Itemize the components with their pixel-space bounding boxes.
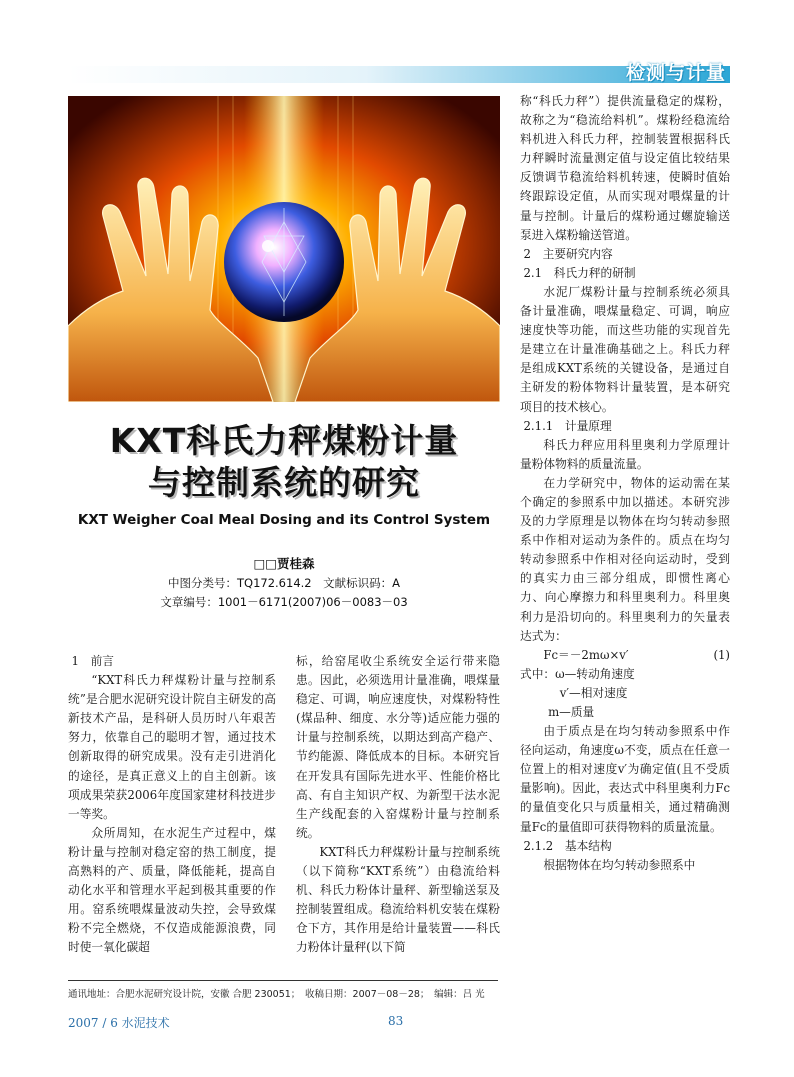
section-heading: 2 主要研究内容 xyxy=(523,246,613,261)
page-number: 83 xyxy=(388,1014,404,1028)
symbol-definition: m—质量 xyxy=(548,705,595,719)
paragraph: “KXT科氏力秤煤粉计量与控制系统”是合肥水泥研究设计院自主研发的高新技术产品，是科研人员历时八年艰苦努力，依靠自己的聪明才智，通过技术创新取得的研究成果。没有走引进消化的途径，是真正意义上的自主创新。该项成果荣获2006年度国家建材科技进步一等奖。 xyxy=(68,673,276,821)
article-title-cn xyxy=(68,420,500,504)
paragraph: 根据物体在均匀转动参照系中 xyxy=(543,857,696,872)
symbol-definition: 式中：ω—转动角速度 xyxy=(520,666,635,681)
column-left xyxy=(68,652,276,958)
section-title: 检测与计量 xyxy=(625,62,726,84)
paragraph: 称“科氏力秤”）提供流量稳定的煤粉，故称之为“稳流给料机”。煤粉经稳流给料机进入科氏力秤，控制装置根据科氏力秤瞬时流量测定值与设定值比较结果反馈调节稳流给料机转速，使瞬时值始终跟踪设定值，从而实现对喂煤量的计量与控制。计量后的煤粉通过螺旋输送泵进入煤粉输送管道。 xyxy=(520,94,730,242)
paragraph: 众所周知，在水泥生产过程中，煤粉计量与控制对稳定窑的热工制度，提高熟料的产、质量，降低能耗，提高自动化水平和管理水平起到极其重要的作用。窑系统喂煤量波动失控，会导致煤粉不完全燃烧，不仅造成能源浪费，同时使一氧化碳超 xyxy=(68,825,276,955)
journal-footer: 2007 / 6 水泥技术 xyxy=(68,1016,170,1030)
symbol-definition: v′—相对速度 xyxy=(559,685,628,700)
equation-body: Fc＝－2mω×v′ xyxy=(543,647,629,662)
equation-number: (1) xyxy=(713,647,730,662)
paragraph: 在力学研究中，物体的运动需在某个确定的参照系中加以描述。本研究涉及的力学原理是以物体在均匀转动参照系中作相对运动为条件的。质点在均匀转动参照系中作相对径向运动时，受到的真实力由三部分组成，即惯性离心力、向心摩擦力和科里奥利力。科里奥利力是沿切向的。科里奥利力的矢量表达式为： xyxy=(520,475,730,643)
column-middle xyxy=(296,652,500,958)
hero-image xyxy=(68,96,500,402)
equation xyxy=(520,646,730,665)
article-number: 文章编号：1001－6171(2007)06－0083－03 xyxy=(160,595,408,609)
paragraph: 科氏力秤应用科里奥利力学原理计量粉体物料的质量流量。 xyxy=(520,437,730,471)
paragraph: 标，给窑尾收尘系统安全运行带来隐患。因此，必须选用计量准确，喂煤量稳定、可调，响应速度快，对煤粉特性(煤品种、细度、水分等)适应能力强的计量与控制系统，以期达到高产稳产、节约能源、降低成本的目标。本研究旨在开发具有国际先进水平、性能价格比高、有自主知识产权、为新型干法水泥生产线配套的入窑煤粉计量与控制系统。 xyxy=(296,654,500,840)
footnote-rule xyxy=(68,980,498,981)
classification-number: 中图分类号：TQ172.614.2 文献标识码：A xyxy=(168,576,400,590)
subsection-heading: 2.1.1 计量原理 xyxy=(523,418,612,433)
footnote: 通讯地址：合肥水泥研究设计院，安徽 合肥 230051； 收稿日期：2007－08－28； 编辑：吕 光 xyxy=(68,989,485,1000)
paragraph: 由于质点是在均匀转动参照系中作径向运动，角速度ω不变，质点在任意一位置上的相对速度v′为确定值(且不受质量影响)。因此，表达式中科里奥利力Fc的量值变化只与质量相关，通过精确测量Fc的量值即可获得物料的质量流量。 xyxy=(520,724,730,834)
paragraph: 水泥厂煤粉计量与控制系统必须具备计量准确，喂煤量稳定、可调，响应速度快等功能，而这些功能的实现首先是建立在计量准确基础之上。科氏力秤是组成KXT系统的关键设备，是通过自主研发的粉体物料计量装置，是本研究项目的技术核心。 xyxy=(520,284,730,414)
article-title-en: KXT Weigher Coal Meal Dosing and its Control System xyxy=(77,512,491,528)
author: □□贾桂森 xyxy=(253,556,315,571)
paragraph: KXT科氏力秤煤粉计量与控制系统（以下简称“KXT系统”）由稳流给料机、科氏力粉体计量秤、新型输送泵及控制装置组成。稳流给料机安装在煤粉仓下方，其作用是给计量装置——科氏力粉体计量秤(以下简 xyxy=(296,844,500,955)
title-line-2: 与控制系统的研究 xyxy=(148,463,420,502)
subsection-heading: 2.1.2 基本结构 xyxy=(523,838,612,853)
title-line-1: KXT科氏力秤煤粉计量 xyxy=(109,421,459,460)
section-heading: 1 前言 xyxy=(71,654,114,668)
column-right xyxy=(520,92,730,875)
subsection-heading: 2.1 科氏力秤的研制 xyxy=(523,265,636,280)
